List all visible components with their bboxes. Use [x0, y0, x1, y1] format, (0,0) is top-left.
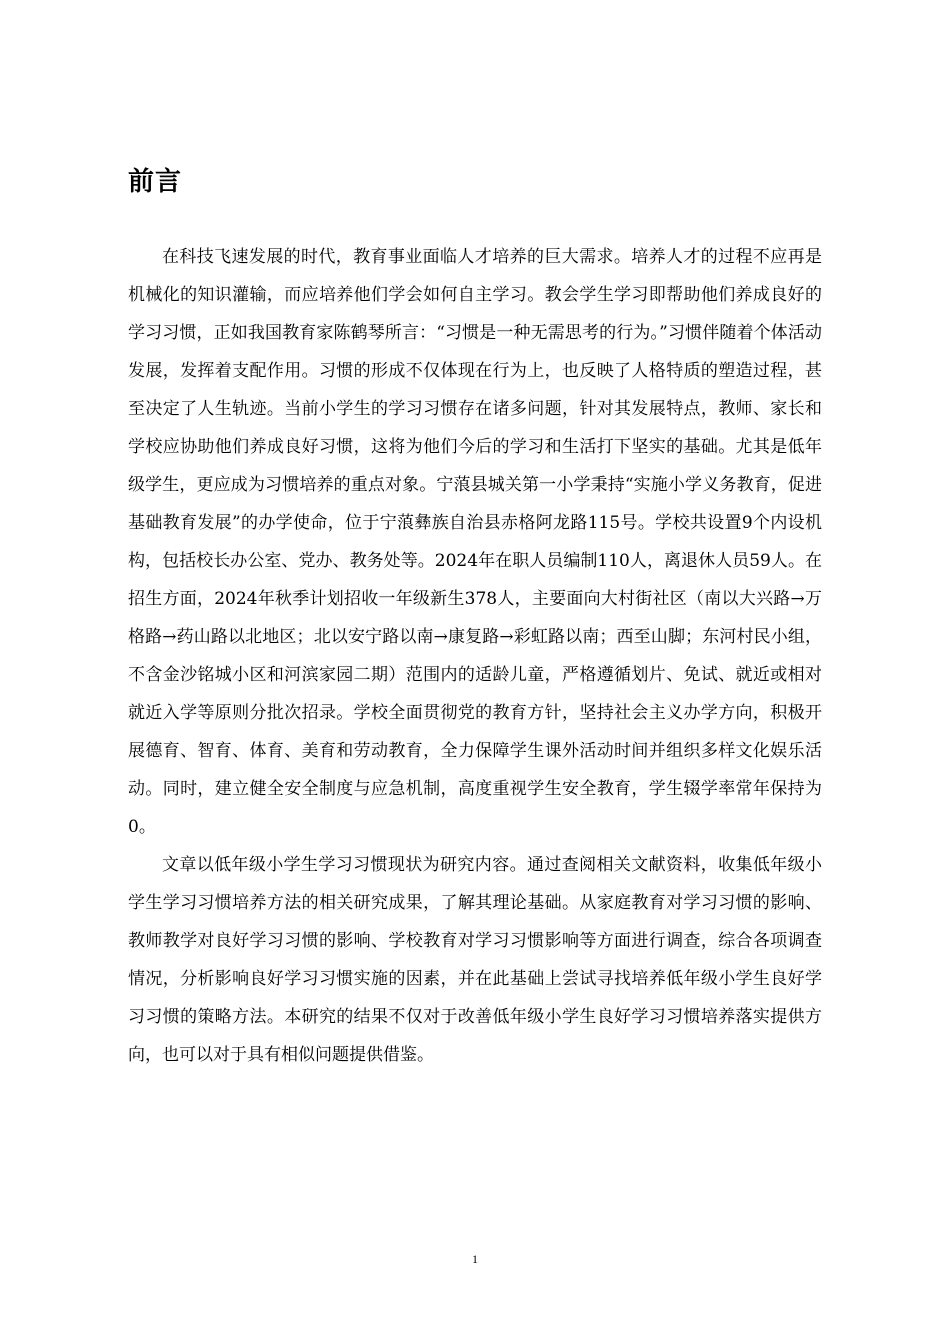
paragraph-intro: 在科技飞速发展的时代，教育事业面临人才培养的巨大需求。培养人才的过程不应再是机械化的知识灌输，而应培养他们学会如何自主学习。教会学生学习即帮助他们养成良好的学习习惯，正如我国教育家陈鹤琴所言：“习惯是一种无需思考的行为。”习惯伴随着个体活动发展，发挥着支配作用。习惯的形成不仅体现在行为上，也反映了人格特质的塑造过程，甚至决定了人生轨迹。当前小学生的学习习惯存在诸多问题，针对其发展特点，教师、家长和学校应协助他们养成良好习惯，这将为他们今后的学习和生活打下坚实的基础。尤其是低年级学生，更应成为习惯培养的重点对象。宁蒗县城关第一小学秉持“实施小学义务教育，促进基础教育发展”的办学使命，位于宁蒗彝族自治县赤格阿龙路115号。学校共设置9个内设机构，包括校长办公室、党办、教务处等。2024年在职人员编制110人，离退休人员59人。在招生方面，2024年秋季计划招收一年级新生378人，主要面向大村街社区（南以大兴路→万格路→药山路以北地区；北以安宁路以南→康复路→彩虹路以南；西至山脚；东河村民小组，不含金沙铭城小区和河滨家园二期）范围内的适龄儿童，严格遵循划片、免试、就近或相对就近入学等原则分批次招录。学校全面贯彻党的教育方针，坚持社会主义办学方向，积极开展德育、智育、体育、美育和劳动教育，全力保障学生课外活动时间并组织多样文化娱乐活动。同时，建立健全安全制度与应急机制，高度重视学生安全教育，学生辍学率常年保持为0。 [128, 247, 822, 837]
paragraph-research: 文章以低年级小学生学习习惯现状为研究内容。通过查阅相关文献资料，收集低年级小学生学习习惯培养方法的相关研究成果，了解其理论基础。从家庭教育对学习习惯的影响、教师教学对良好学习习惯的影响、学校教育对学习习惯影响等方面进行调查，综合各项调查情况，分析影响良好学习习惯实施的因素，并在此基础上尝试寻找培养低年级小学生良好学习习惯的策略方法。本研究的结果不仅对于改善低年级小学生良好学习习惯培养落实提供方向，也可以对于具有相似问题提供借鉴。 [128, 855, 822, 1065]
document-body [128, 238, 822, 1074]
section-title: 前言 [128, 167, 183, 197]
page-number: 1 [472, 1252, 478, 1266]
